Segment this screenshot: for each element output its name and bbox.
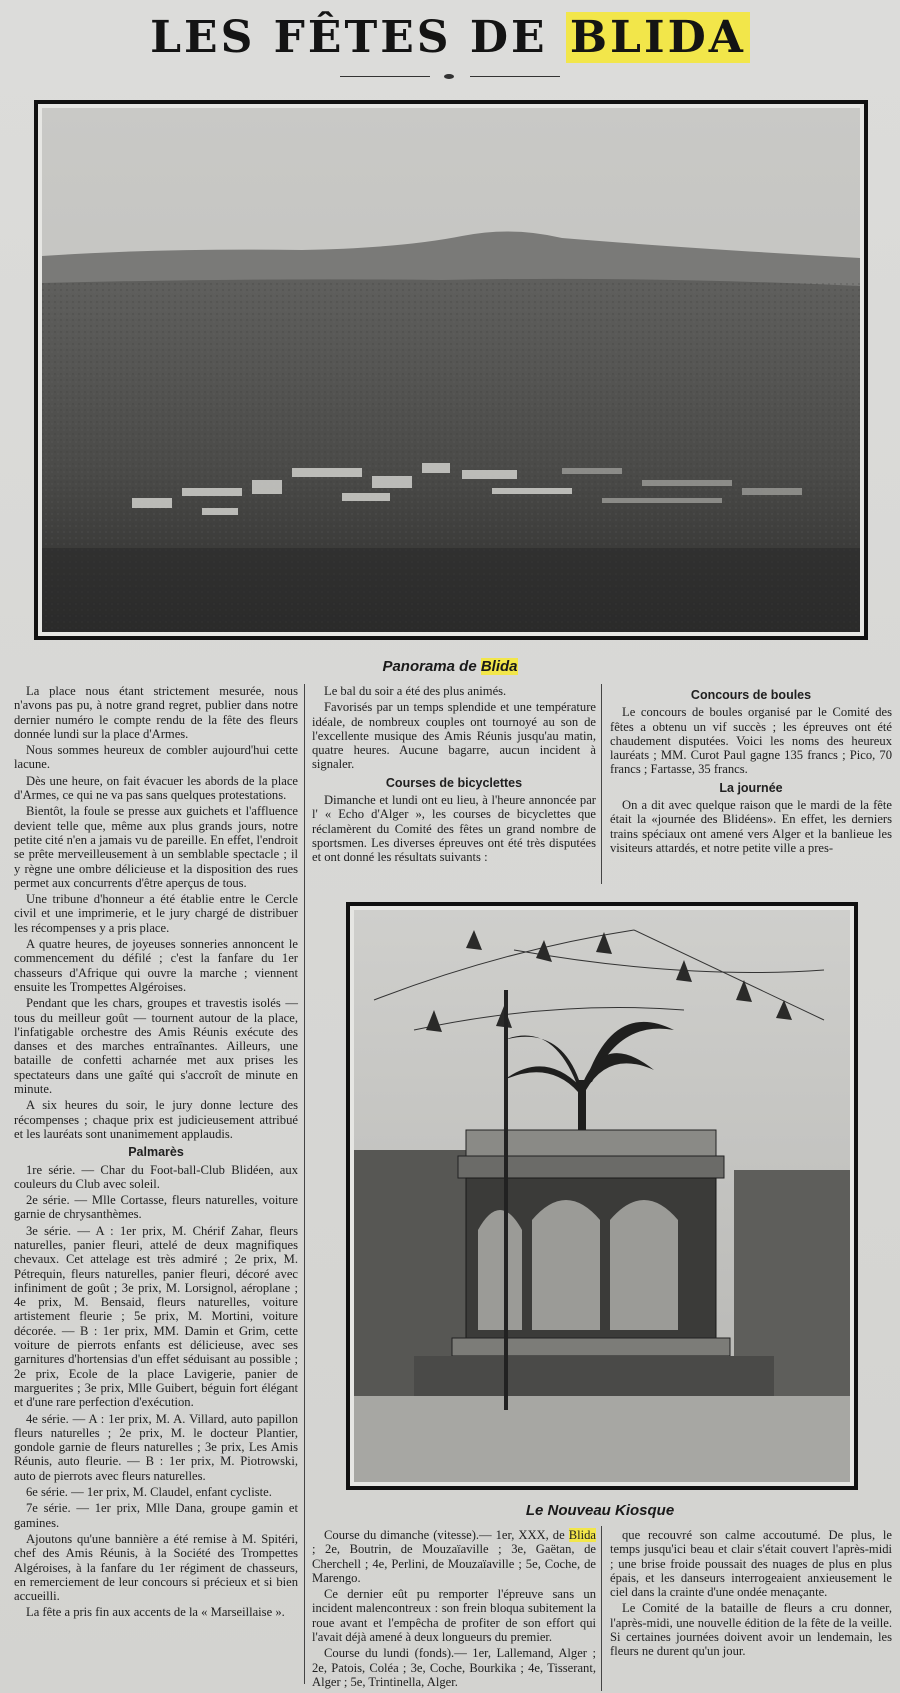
paragraph: Une tribune d'honneur a été établie entre le Cercle civil et une imprimerie, et le jury chargé de distribuer les récompenses y a pris place. [14,892,298,935]
race-text-prefix: Course du dimanche (vitesse).— 1er, XXX, de [324,1528,565,1542]
paragraph: Le bal du soir a été des plus animés. [324,684,507,698]
kiosk-caption: Le Nouveau Kiosque [525,1502,675,1519]
section-heading-journee: La journée [719,780,783,795]
paragraph: Le concours de boules organisé par le Comité des fêtes a obtenu un vif succès ; les épreuves ont été chaudement disputées. Voici les noms des heureux lauréats ; MM. Curot Paul gagne 135 francs ; Pico, 70 francs ; Fartasse, 35 francs. [610,705,892,777]
headline-ornament [340,74,560,80]
paragraph: Dès une heure, on fait évacuer les abords de la place d'Armes, ce qui ne va pas sans quelques protestations. [14,773,298,803]
race-text-suffix: ; 2e, Boutrin, de Mouzaïaville ; 3e, Gaëtan, de Cherchell ; 4e, Perlini, de Mouzaïaville ; 5e, Coche, de Marengo. [312,1542,596,1585]
paragraph: A six heures du soir, le jury donne lecture des récompenses ; chaque prix est judicieusement attribué et les lauréats sont unanimement applaudis. [14,1098,298,1141]
panorama-caption [300,658,600,675]
paragraph: Ce dernier eût pu remporter l'épreuve sans un incident malencontreux : son frein bloqua subitement la roue avant et l'empêcha de profiter de son effort qui l'avait déjà amené à deux longueurs du premier. [312,1587,596,1645]
column-rule [601,684,602,884]
paragraph: Nous sommes heureux de combler aujourd'hui cette lacune. [14,743,298,772]
section-heading-courses: Courses de bicyclettes [385,775,523,790]
article-column-2-bottom [312,1528,596,1691]
panorama-caption-prefix: Panorama de [382,658,477,675]
panorama-caption-highlight: Blida [480,658,518,675]
paragraph: 7e série. — 1er prix, Mlle Dana, groupe gamin et gamines. [14,1501,298,1530]
paragraph [312,1528,596,1585]
paragraph: La fête a pris fin aux accents de la « Marseillaise ». [26,1605,285,1620]
paragraph: 1re série. — Char du Foot-ball-Club Blidéen, aux couleurs du Club avec soleil. [14,1162,298,1191]
column-rule [601,1526,602,1691]
article-column-1 [14,684,298,1622]
paragraph: que recouvré son calme accoutumé. De plus, le temps jusqu'ici beau et clair s'était couvert l'après-midi ; une brise froide poussait des nuages de plus en plus épais, et les danseurs interrogeaient anxieusement le ciel dans la crainte d'une ondée menaçante. [610,1528,892,1600]
race-text-highlight: Blida [568,1528,596,1542]
panorama-photo [34,100,868,640]
kiosk-photo [346,902,858,1490]
headline-highlight: BLIDA [566,12,750,63]
article-column-3 [610,684,892,857]
headline-prefix: LES FÊTES DE [150,12,548,63]
paragraph: Bientôt, la foule se presse aux guichets et l'affluence devient telle que, même aux plus grands jours, notre petite cité n'en a jamais vu de pareille. En effet, l'endroit se prête merveilleusement à un semblable spectacle ; il y règne une ombre délicieuse et la disposition des rues permet aux concurrents d'être aperçus de tous. [14,804,298,890]
paragraph: On a dit avec quelque raison que le mardi de la fête était la «journée des Blidéens». En effet, les derniers trains spéciaux ont amené vers Alger et la banlieue les visiteurs attardés, et notre petite ville a pres- [610,798,892,855]
paragraph: 2e série. — Mlle Cortasse, fleurs naturelles, voiture garnie de chrysanthèmes. [14,1193,298,1222]
section-heading-palmares: Palmarès [128,1145,184,1160]
paragraph: La place nous étant strictement mesurée, nous n'avons pas pu, à notre grand regret, publier dans notre dernier numéro le compte rendu de la fête des fleurs donnée lundi sur la place d'Armes. [14,684,298,741]
section-heading-boules: Concours de boules [690,688,812,702]
headline [0,8,900,68]
paragraph: Pendant que les chars, groupes et travestis isolés — tous du meilleur goût — tournent autour de la place, l'infatigable orchestre des Amis Réunis exécute des danses et des marches entraînantes. Ailleurs, une bataille de confetti acharnée met aux prises les spectateurs dans une gaîté qui s'accroît de minute en minute. [14,996,298,1097]
paragraph: Favorisés par un temps splendide et une température idéale, de nombreux couples ont tournoyé au son de l'excellente musique des Amis Réunis jusqu'au matin, quatre heures. Aucune bagarre, aucun incident à signaler. [312,700,596,772]
paragraph: Le Comité de la bataille de fleurs a cru donner, l'après-midi, une nouvelle édition de la fête de la veille. Si certaines journées doivent avoir un lendemain, les fleurs ne durent qu'un jour. [610,1601,892,1659]
paragraph: Course du lundi (fonds).— 1er, Lallemand, Alger ; 2e, Patois, Coléa ; 3e, Coche, Bourkika ; 4e, Tisserant, Alger ; 5e, Trintinella, Alger. [312,1646,596,1689]
paragraph: 6e série. — 1er prix, M. Claudel, enfant cycliste. [26,1485,272,1500]
column-rule [304,684,305,1684]
paragraph: 4e série. — A : 1er prix, M. A. Villard, auto papillon fleurs naturelles ; 2e prix, M. le docteur Plantier, gondole garnie de fleurs naturelles ; 3e prix, Les Amis Réunis, auto fleurie. — B : 1er prix, M. Piotrowski, auto de pierrots avec fleurs naturelles. [14,1411,298,1483]
paragraph: Dimanche et lundi ont eu lieu, à l'heure annoncée par l' « Echo d'Alger », les courses de bicyclettes que réclamèrent du Comité des fêtes un grand nombre de sportsmen. Les diverses épreuves ont été très disputées et ont donné les résultats suivants : [312,793,596,865]
paragraph: A quatre heures, de joyeuses sonneries annoncent le commencement du défilé ; c'est la fanfare du 1er chasseurs d'Afrique qui ouvre la marche ; viennent ensuite les Trompettes Algéroises. [14,937,298,994]
article-column-2 [312,684,596,867]
paragraph: Ajoutons qu'une bannière a été remise à M. Spitéri, chef des Amis Réunis, à la Société des Trompettes Algéroises, à la fanfare du 1er régiment de chasseurs, en remerciement de leur concours si précieux et si bien accueilli. [14,1531,298,1604]
paragraph: 3e série. — A : 1er prix, M. Chérif Zahar, fleurs naturelles, panier fleuri, attelé de deux magnifiques chevaux. Cet attelage est très admiré ; 2e prix, M. Pétrequin, fleurs naturelles, panier fleuri, décoré avec infiniment de goût ; 3e prix, M. Lorsignol, aéroplane ; 4e prix, M. Bensaid, fleurs naturelles, voiture artistement fleurie ; 5e prix, M. Mortini, voiture décorée. — B : 1er prix, MM. Damin et Grim, cette voiture de pierrots enfants est délicieuse, avec ses garnitures d'hortensias d'un effet séduisant au possible ; 2e prix, Ecole de la place Lavigerie, panier de marguerites ; 3e prix, Mlle Guibert, béguin fort élégant et d'une rare perfection d'exécution. [14,1223,298,1410]
article-column-3-bottom [610,1528,892,1661]
